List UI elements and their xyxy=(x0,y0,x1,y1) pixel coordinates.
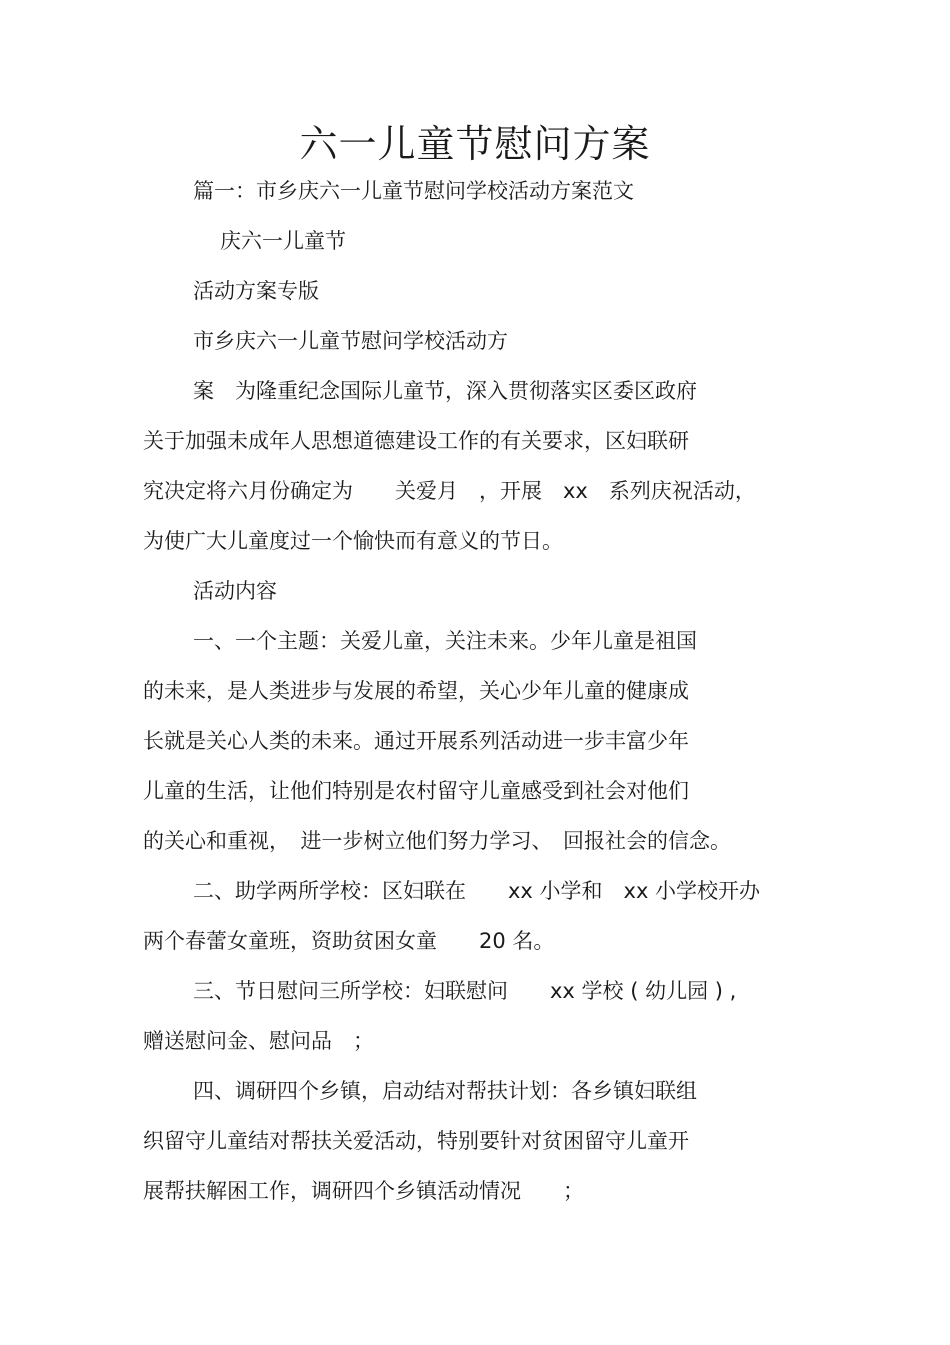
paragraph-line: 为使广大儿童度过一个愉快而有意义的节日。 xyxy=(143,529,563,553)
paragraph-line: 二、助学两所学校：区妇联在 xx 小学和 xx 小学校开办 xyxy=(193,879,761,903)
paragraph-line: 织留守儿童结对帮扶关爱活动，特别要针对贫困留守儿童开 xyxy=(143,1129,689,1153)
paragraph-line: 一、一个主题：关爱儿童，关注未来。少年儿童是祖国 xyxy=(193,629,697,653)
paragraph-line: 展帮扶解困工作，调研四个乡镇活动情况 ； xyxy=(143,1179,584,1203)
content-heading: 活动内容 xyxy=(193,579,277,603)
subtitle-line: 庆六一儿童节 xyxy=(220,229,346,253)
paragraph-line: 关于加强未成年人思想道德建设工作的有关要求，区妇联研 xyxy=(143,429,689,453)
paragraph-line: 的未来，是人类进步与发展的希望，关心少年儿童的健康成 xyxy=(143,679,689,703)
paragraph-line: 究决定将六月份确定为 关爱月 ，开展 xx 系列庆祝活动， xyxy=(143,479,756,503)
document-title: 六一儿童节慰问方案 xyxy=(299,122,651,166)
paragraph-line: 两个春蕾女童班，资助贫困女童 20 名。 xyxy=(143,929,555,953)
paragraph-line: 长就是关心人类的未来。通过开展系列活动进一步丰富少年 xyxy=(143,729,689,753)
paragraph-line: 的关心和重视， 进一步树立他们努力学习、 回报社会的信念。 xyxy=(143,829,731,853)
paragraph-line: 儿童的生活，让他们特别是农村留守儿童感受到社会对他们 xyxy=(143,779,689,803)
section-heading: 篇一：市乡庆六一儿童节慰问学校活动方案范文 xyxy=(193,179,634,203)
paragraph-line: 三、节日慰问三所学校：妇联慰问 xx 学校 ( 幼儿园 ) , xyxy=(193,979,737,1003)
subtitle-line: 市乡庆六一儿童节慰问学校活动方 xyxy=(193,329,508,353)
subtitle-line: 活动方案专版 xyxy=(193,279,319,303)
paragraph-line: 赠送慰问金、慰问品 ； xyxy=(143,1029,374,1053)
paragraph-line: 四、调研四个乡镇，启动结对帮扶计划：各乡镇妇联组 xyxy=(193,1079,697,1103)
paragraph-line: 案 为隆重纪念国际儿童节，深入贯彻落实区委区政府 xyxy=(193,379,697,403)
